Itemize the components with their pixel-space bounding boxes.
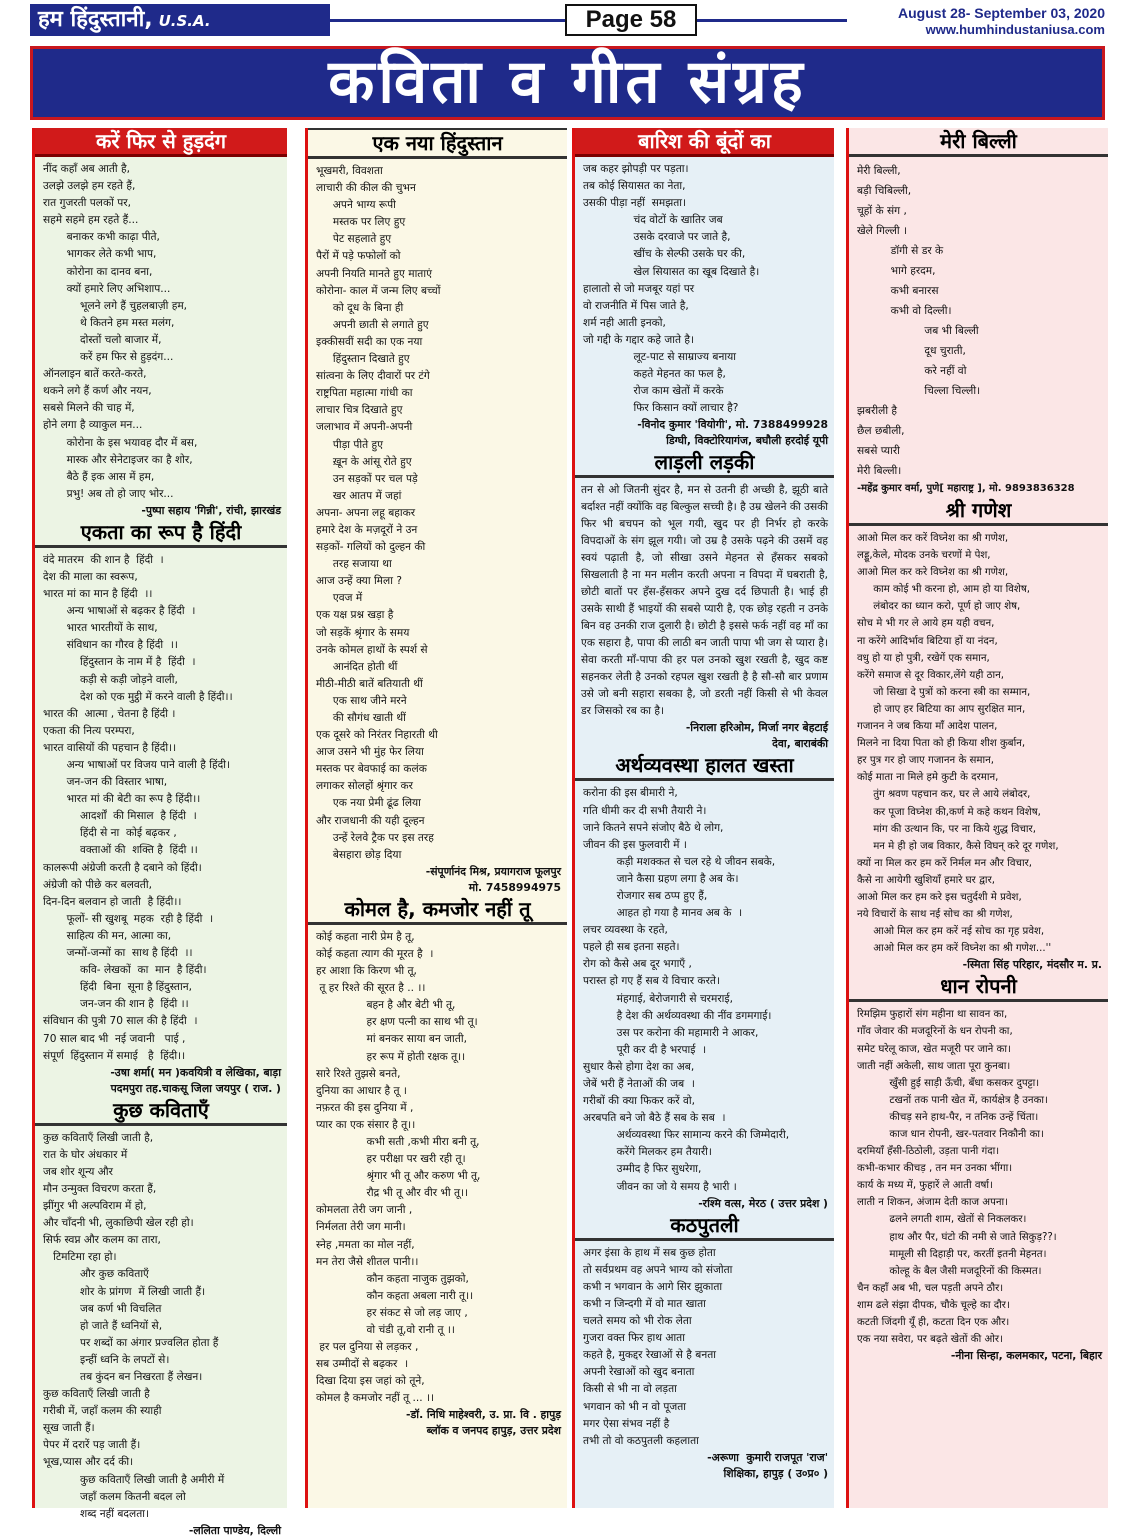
poem-author: -डॉ. निधि माहेश्वरी, उ. प्रा. वि . हापुड़ ब्लॉक व जनपद हापुड़, उत्तर प्रदेश <box>406 1408 561 1438</box>
poem-text: तन से ओ जितनी सुंदर है, मन से उतनी ही अच्छी है, झूठी बाते बर्दाश्त नहीं क्योंकि वह बिल्कुल सच्ची है। है उम्र खेलने की उसकी फिर भी बचपन को भूल गयी, खुद पर ही निर्भर हो करके विपदाओं के संग झूल गयी। जो उम्र है उसके पढ़ने की उसमें वह स्वयं पढ़ाती है, जो सीखा उसने मेहनत से हँसकर सबको सिखलाती है ना मन मलीन करती अपना न विपदा में घबराती है, छोटी बातों पर हँस-हँसकर अपने दुख दर्द छिपाती है। भाई ही उसके साथी हैं भाइयों की सबसे प्यारी है, एक छोड़ रहती न उनके बिन वह उनकी राज दुलारी है। छोटी है इससे फर्क नहीं वह माँ का एक सहारा है, पापा की लाठी बन जाती पापा भी जग से प्यारा है। सेवा करती माँ-पापा की हर पल उनको खुश रखती है, खुद कष्ट सहनकर लेती है उनको रहपल खुश रखती है है सौ-सौ बार प्रणाम उसे जो बनी सहारा सबका है, जो डरती नहीं किसी से भी केवल डर जिसको रब का है। <box>581 484 828 718</box>
poem-text: कुछ कविताएँ लिखी जाती है, रात के घोर अंधकार में जब शोर शून्य और मौन उन्मुक्त विचरण करता हैं, झींगुर भी अल्पविराम में हो, और चाँदनी भी, लुकाछिपी खेल रही हो। सिर्फ स्वप्न और कलम का तारा, टिमटिमा रहा हो। और कुछ कविताएँ शोर के प्रांगण में लिखी जाती हैं। जब कर्ण भी विचलित हो जाते हैं ध्वनियों से, पर शब्दों का अंगार प्रज्वलित होता हैं इन्हीं ध्वनि के लपटों से। तब कुंदन बन निखरता हैं लेखन। कुछ कविताएँ लिखी जाती है गरीबी में, जहाँ कलम की स्याही सूख जाती हैं। पेपर में दरारें पड़ जाती हैं। भूख,प्यास और दर्द की। कुछ कविताएँ लिखी जाती है अमीरी में जहाँ कलम कितनी बदल लो शब्द नहीं बदलता। <box>43 1131 225 1520</box>
poem-text: अगर इंसा के हाथ में सब कुछ होता तो सर्वप्रथम वह अपने भाग्य को संजोता कभी न भगवान के आगे सिर झुकाता कभी न जिन्दगी में वो मात खाता चलते समय को भी रोक लेता गुजरा वक्त फिर हाथ आता कहते है, मुकद्दर रेखाओं से है बनता अपनी रेखाओं को खुद बनाता किसी से भी ना वो लड़ता भगवान को भी न वो पूजता मगर ऐसा संभव नहीं है तभी तो वो कठपुतली कहलाता <box>583 1246 733 1447</box>
poem-title: कोमल है, कमजोर नहीं तू <box>308 896 567 925</box>
column-2 <box>305 128 567 1508</box>
poem-author: -नीना सिन्हा, कलमकार, पटना, बिहार <box>950 1349 1102 1363</box>
poem-author: -विनोद कुमार 'वियोगी', मो. 7388499928 डिग्घी, विक्टोरियागंज, बघौली हरदोई यूपी <box>637 418 828 448</box>
column-4 <box>846 128 1108 1508</box>
poem-title: श्री गणेश <box>849 497 1108 526</box>
section-banner: कविता व गीत संग्रह <box>30 46 1105 120</box>
poem-author: -रश्मि वत्स, मेरठ ( उत्तर प्रदेश ) <box>698 1196 828 1210</box>
poem-text: कोई कहता नारी प्रेम है तू, कोई कहता त्याग की मूरत है । हर आशा कि किरण भी तू, तू हर रिश्ते की सूरत है .. ।। बहन है और बेटी भी तू, हर क्षण पत्नी का साथ भी तू। मां बनकर साया बन जाती, हर रूप में होती रक्षक तू।। सारे रिश्ते तुझसे बनते, दुनिया का आधार है तू । नफ़रत की इस दुनिया में , प्यार का एक संसार है तू।। कभी सती ,कभी मीरा बनी तू, हर परीक्षा पर खरी रही तू। श्रृंगार भी तू और करुण भी तू, रौद्र भी तू और वीर भी तू।। कोमलता तेरी जग जानी , निर्मलता तेरी जग मानी। स्नेह ,ममता का मोल नहीं, मन तेरा जैसे शीतल पानी।। कौन कहता नाजुक तुझको, कौन कहता अबला नारी तू।। हर संकट से जो लड़ जाए , वो चंडी तू,वो रानी तू ।। हर पल दुनिया से लड़कर , सब उम्मीदों से बढ़कर । दिखा दिया इस जहां को तूने, कोमल है कमजोर नहीं तू ... ।। <box>316 930 481 1405</box>
poem-title: बारिश की बूंदों का <box>575 128 834 157</box>
poem-title: करें फिर से हुड़दंग <box>35 128 287 157</box>
newspaper-logo <box>30 4 330 36</box>
poem-author: -स्मिता सिंह परिहार, मंदसौर म. प्र. <box>962 958 1102 972</box>
poem-author: -ललिता पाण्डेय, दिल्ली <box>188 1523 281 1537</box>
poem-title: कठपुतली <box>575 1212 834 1241</box>
poem-title: कुछ कविताएँ <box>35 1097 287 1126</box>
website-url[interactable]: www.humhindustaniusa.com <box>925 22 1105 37</box>
poem-title: अर्थव्यवस्था हालत खस्ता <box>575 752 834 781</box>
poem-text: मेरी बिल्ली, बड़ी चिबिल्ली, चूहों के संग , खेले गिल्ली । डॉगी से डर के भागे हरदम, कभी बनारस कभी वो दिल्ली। जब भी बिल्ली दूध चुराती, करे नहीं वो चिल्ला चिल्ली। झबरीली है छैल छबीली, सबसे प्यारी मेरी बिल्ली। <box>857 165 981 477</box>
poem-text: आओ मिल कर करें विघ्नेश का श्री गणेश, लड्डू,केले, मोदक उनके चरणों मे पेश, आओ मिल कर करे विघ्नेश का श्री गणेश, काम कोई भी करना हो, आम हो या विशेष, लंबोदर का ध्यान करो, पूर्ण हो जाए शेष, सोच मे भी गर ले आये हम यही वचन, ना करेंगे आदिर्भाव बिटिया हों या नंदन, वधु हो या हो पुत्री, रखेगें एक समान, करेंगे समाज से दूर विकार,लेंगे यही ठान, जो सिखा दे पुत्रों को करना स्त्री का सम्मान, हो जाए हर बिटिया का आप सुरक्षित मान, गजानन ने जब किया माँ आदेश पालन, मिलने ना दिया पिता को ही किया शीश कुर्बान, हर पुत्र गर हो जाए गजानन के समान, कोई माता ना मिले हमे कुटी के दरमान, तुंग श्रवण पहचान कर, घर ले आये लंबोदर, कर पूजा विघ्नेश की,कर्ण मे कहे कथन विशेष, मांग की उत्थान कि, पर ना किये शुद्ध विचार, मन मे ही हो जब विकार, कैसे विघन् करे दूर गणेश, क्यों ना मिल कर हम करें निर्मल मन और विचार, कैसे ना आयेगी खुशियाँ हमारे घर द्वार, आओ मिल कर हम करे इस चतुर्दशी मे प्रवेश, नये विचारों के साथ नई सोच का श्री गणेश, आओ मिल कर हम करें नई सोच का गृह प्रवेश, आओ मिल कर हम करें विघ्नेश का श्री गणेश...'' <box>857 533 1059 955</box>
column-1 <box>32 128 287 1537</box>
poem-title: एक नया हिंदुस्तान <box>308 128 567 159</box>
issue-date: August 28- September 03, 2020 <box>898 5 1105 21</box>
column-3 <box>572 128 834 1508</box>
poem-text: भूखमरी, विवशता लाचारी की कील की चुभन अपने भाग्य रूपी मस्तक पर लिए हुए पेट सहलाते हुए पैरों में पड़े फफोलों को अपनी नियति मानते हुए माताएं कोरोना- काल में जन्म लिए बच्चों को दूध के बिना ही अपनी छाती से लगाते हुए इक्कीसवीं सदी का एक नया हिंदुस्तान दिखाते हुए सांत्वना के लिए दीवारों पर टंगे राष्ट्रपिता महात्मा गांधी का लाचार चित्र दिखाते हुए जलाभाव में अपनी-अपनी पीड़ा पीते हुए ख़ून के आंसू रोते हुए उन सड़कों पर चल पड़े खर आतप में जहां अपना- अपना लहू बहाकर हमारे देश के मज़दूरों ने उन सड़कों- गलियों को दुल्हन की तरह सजाया था आज उन्हें क्या मिला ? एवज में एक यक्ष प्रश्न खड़ा है जो सड़कें श्रृंगार के समय उनके कोमल हाथों के स्पर्श से आनंदित होती थीं मीठी-मीठी बातें बतियाती थीं एक साथ जीने मरने की सौगंध खाती थीं एक दूसरे को निरंतर निहारती थी आज उसने भी मुंह फेर लिया मस्तक पर बेवफाई का कलंक लगाकर सोलहों श्रृंगार कर एक नया प्रेमी ढूंढ लिया और राजधानी की यही दूल्हन उन्हें रेलवे ट्रैक पर इस तरह बेसहारा छोड़ दिया <box>316 165 441 861</box>
poem-author: -संपूर्णानंद मिश्र, प्रयागराज फूलपुर मो. 7458994975 <box>425 864 561 894</box>
masthead <box>0 0 1135 44</box>
poem-text: नींद कहाँ अब आती है, उलझे उलझे हम रहते हैं, रात गुजरती पलकों पर, सहमे सहमे हम रहते हैं... बनाकर कभी काढ़ा पीते, भागकर लेते कभी भाप, कोरोना का दानव बना, क्यों हमारे लिए अभिशाप... भूलने लगे हैं चुहलबाज़ी हम, थे कितने हम मस्त मलंग, दोस्तों चलो बाजार में, करें हम फिर से हुड़दंग... ऑनलाइन बातें करते-करते, थकने लगे हैं कर्ण और नयन, सबसे मिलने की चाह में, होने लगा है व्याकुल मन... कोरोना के इस भयावह दौर में बस, मास्क और सेनेटाइजर का है शोर, बैठे हैं इक आस में हम, प्रभु! अब तो हो जाए भोर... <box>43 163 198 500</box>
page-number: Page 58 <box>565 4 697 36</box>
poem-text: करोना की इस बीमारी ने, गति धीमी कर दी सभी तैयारी ने। जाने कितने सपने संजोए बैठे थे लोग, जीवन की इस फुलवारी में । कड़ी मशक्कत से चल रहे थे जीवन सबके, जाने कैसा ग्रहण लगा है अब के। रोजगार सब ठप्प हुए हैं, आहत हो गया है मानव अब के । लचर व्यवस्था के रहते, पहले ही सब इतना सहते। रोग को कैसे अब दूर भगाएँ , परास्त हो गए हैं सब ये विचार करते। मंहगाई, बेरोजगारी से चरमराई, है देश की अर्थव्यवस्था की नींव डगमगाई। उस पर करोना की महामारी ने आकर, पूरी कर दी है भरपाई । सुधार कैसे होगा देश का अब, जेबें भरी हैं नेताओं की जब । गरीबों की क्या फिकर करें वो, अरबपति बने जो बैठे हैं सब के सब । अर्थव्यवस्था फिर सामान्य करने की जिम्मेदारी, करेंगे मिलकर हम तैयारी। उम्मीद है फिर सुधरेगा, जीवन का जो ये समय है भारी । <box>583 787 790 1193</box>
logo-usa: U.S.A. <box>158 12 211 30</box>
poem-author: -पुष्पा सहाय 'गिन्नी', रांची, झारखंड <box>141 503 281 517</box>
poem-title: लाड़ली लड़की <box>575 449 834 478</box>
poem-author: -अरूणा कुमारी राजपूत 'राज' शिक्षिका, हापुड़ ( उ०प्र० ) <box>707 1450 828 1480</box>
logo-text: हम हिंदुस्तानी, <box>38 7 153 32</box>
poem-title: एकता का रूप है हिंदी <box>35 519 287 548</box>
header-rule-left <box>330 19 565 22</box>
poem-text: रिमझिम फुहारों संग महीना था सावन का, गाँव जेवार की मजदूरिनों के धन रोपनी का, समेट घरेलू काज, खेत मजूरी पर जाने का। जाती नहीं अकेली, साथ जाता पूरा कुनबा। खुँसी हुई साड़ी ऊँची, बँधा कसकर दुपट्टा। टखनों तक पानी खेत में, कार्यक्षेत्र है उनका। कीचड़ सने हाथ-पैर, न तनिक उन्हें चिंता। काज धान रोपनी, खर-पतवार निकौनी का। दरमियाँ हँसी-ठिठोली, उड़ता पानी गंदा। कभी-कभार कीचड़ , तन मन उनका भींगा। कार्य के मध्य में, फुहारें ले आती वर्षा। लाती न शिकन, अंजाम देती काज अपना। ढलने लगती शाम, खेतों से निकलकर। हाथ और पैर, घंटो की नमी से जाते सिकुड़??। मामूली सी दिहाड़ी पर, करतीं इतनी मेहनत। कोल्हू के बैल जैसी मजदूरिनों की किस्मत। चैन कहाँ अब भी, चल पड़ती अपने ठौर। शाम ढले संझा दीपक, चौके चूल्हे का दौर। कटती जिंदगी यूँ ही, कटता दिन एक और। एक नया सवेरा, पर बढ़ते खेतों की ओर। <box>857 1009 1057 1346</box>
poem-title: धान रोपनी <box>849 973 1108 1002</box>
poem-author: -महेंद्र कुमार वर्मा, पुणे[ महाराष्ट्र ], मो. 9893836328 <box>857 483 1075 494</box>
poem-title: मेरी बिल्ली <box>849 128 1108 157</box>
poem-text: वंदे मातरम की शान है हिंदी । देश की माला का स्वरूप, भारत मां का मान है हिंदी ।। अन्य भाषाओं से बढ़कर है हिंदी । भारत भारतीयों के साथ, संविधान का गौरव है हिंदी ।। हिंदुस्तान के नाम में है हिंदी । कड़ी से कड़ी जोड़ने वाली, देश को एक मुट्ठी में करने वाली है हिंदी।। भारत की आत्मा , चेतना है हिंदी । एकता की नित्य परम्परा, भारत वासियों की पहचान है हिंदी।। अन्य भाषाओं पर विजय पाने वाली है हिंदी। जन-जन की विस्तार भाषा, भारत मां की बेटी का रूप है हिंदी।। आदर्शों की मिसाल है हिंदी । हिंदी से ना कोई बढ़कर , वक्ताओं की शक्ति है हिंदी ।। कालरूपी अंग्रेजी करती है दबाने को हिंदी। अंग्रेजी को पीछे कर बलवती, दिन-दिन बलवान हो जाती है हिंदी।। फूलों- सी खुशबू महक रही है हिंदी । साहित्य की मन, आत्मा का, जन्मों-जन्मों का साथ है हिंदी ।। कवि- लेखकों का मान है हिंदी। हिंदी बिना सूना है हिंदुस्तान, जन-जन की शान है हिंदी ।। संविधान की पुत्री 70 साल की है हिंदी । 70 साल बाद भी नई जवानी पाई , संपूर्ण हिंदुस्तान में समाई है हिंदी।। <box>43 553 233 1062</box>
poem-author: -निराला हरिओम, मिर्जा नगर बेहटाई देवा, बाराबंकी <box>685 721 828 751</box>
header-rule-right <box>697 19 847 22</box>
poem-text: जब कहर झोपड़ी पर पड़ता। तब कोई सियासत का नेता, उसकी पीड़ा नहीं समझता। चंद वोटों के खातिर जब उसके दरवाजे पर जाते है, खींच के सेल्फी उसके घर की, खेल सियासत का खूब दिखाते है। हालातो से जो मजबूर यहां पर वो राजनीति में पिस जाते है, शर्म नही आती इनको, जो गद्दी के गद्दार कहे जाते है। लूट-पाट से साम्राज्य बनाया कहते मेहनत का फल है, रोज काम खेतों में करके फिर किसान क्यों लाचार है? <box>583 163 760 415</box>
poem-author: -उषा शर्मा( मन )कवयित्री व लेखिका, बाड़ा पदमपुरा तह.चाकसू जिला जयपुर ( राज. ) <box>110 1065 281 1095</box>
